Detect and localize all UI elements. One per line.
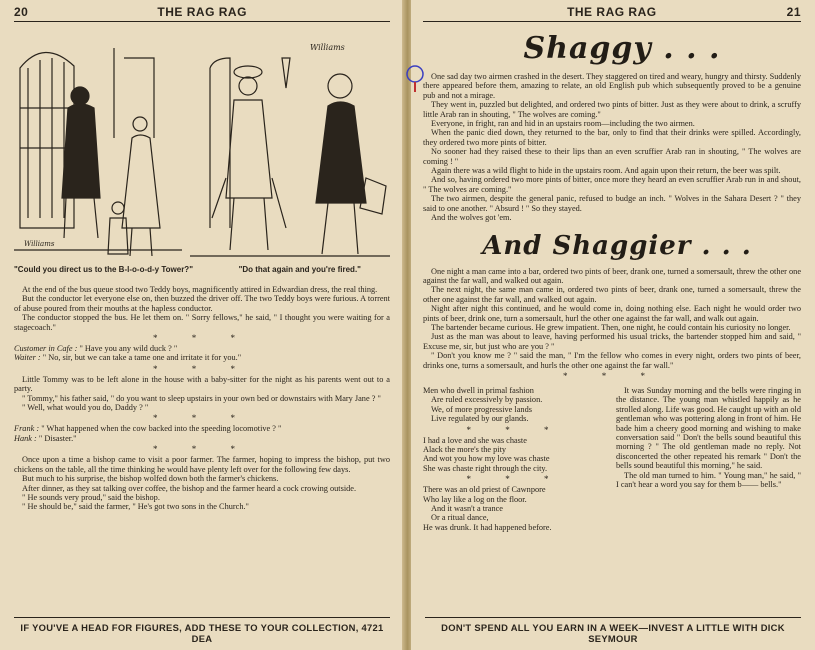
cartoon-signature-left: Williams (24, 240, 55, 248)
left-cartoon-caption: "Could you direct us to the B-l-o-o-d-y Tower?" (14, 265, 193, 274)
verse-and-story-columns (423, 386, 801, 532)
shaggy-paragraph: Everyone, in fright, ran and hid in an upstairs room—including the two airmen. (431, 119, 695, 129)
shaggier-paragraph: The bartender became curious. He grew impatient. Then, one night, he could contain his curiosity no longer. (431, 322, 791, 332)
tommy-story-paragraph: Little Tommy was to be left alone in the house with a baby-sitter for the night as his parents went out to a party. (14, 374, 390, 394)
dialogue-line (14, 434, 390, 443)
verse-line: And wot you how my love was chaste (423, 454, 550, 464)
verse-line: Live regulated by our glands. (431, 414, 529, 424)
right-running-title: THE RAG RAG (567, 4, 657, 19)
bishop-story-paragraph: But much to his surprise, the bishop wolfed down both the farmer's chickens. (22, 474, 279, 484)
speaker-label: Waiter : (14, 353, 41, 363)
tommy-story (14, 375, 390, 413)
dialogue-line (14, 353, 390, 362)
star-separator: * * * (563, 370, 661, 381)
shaggy-paragraph: No sooner had they raised these to their lips than an even scruffier Arab ran in shouting, " The wolves are coming ! " (423, 147, 801, 166)
bus-story-paragraph: The conductor stopped the bus. He let them on. " Sorry fellows," he said, " I thought you were waiting for a stagecoach." (14, 313, 390, 332)
dialogue-line (14, 424, 390, 433)
star-separator: * * * (466, 474, 565, 485)
left-body-text (14, 285, 390, 512)
verse-stanza (423, 436, 608, 474)
verse-column (423, 386, 608, 532)
shaggy-title: Shaggy . . . (523, 31, 721, 66)
tommy-story-paragraph: " Well, what would you do, Daddy ? " (22, 403, 149, 413)
shaggy-story (423, 72, 801, 223)
star-separator: * * * (153, 363, 251, 374)
dialogue-text: " Disaster." (38, 433, 77, 443)
star-separator: * * * (153, 413, 251, 424)
shaggy-paragraph: Again there was a wild flight to hide in the upstairs room. And again upon their return, the beer was spilt. (431, 166, 781, 176)
sunday-paragraph: The old man turned to him. " Young man," he said, " I can't hear a word you say for them b—— bells." (616, 470, 801, 490)
bishop-story (14, 455, 390, 511)
verse-line: And it wasn't a trance (431, 504, 503, 514)
bus-story (14, 285, 390, 332)
shaggier-paragraph: Night after night this continued, and he would come in, doing nothing else. Each night he would order two pints of beer, drink one, turn a somersault, hurl the other one against the far wall, and walk out again. (423, 304, 801, 323)
star-separator: * * * (153, 444, 251, 455)
right-running-head (423, 4, 801, 22)
star-separator: * * * (153, 333, 251, 344)
verse-line: Who lay like a log on the floor. (423, 494, 527, 504)
left-footer-advert: IF YOU'VE A HEAD FOR FIGURES, ADD THESE TO YOUR COLLECTION, 4721 DEA (14, 617, 390, 644)
shaggier-story (423, 267, 801, 370)
verse-stanza (423, 386, 608, 424)
verse-line: She was chaste right through the city. (423, 463, 548, 473)
library-stamp-icon (405, 62, 425, 94)
verse-line: Alack the more's the pity (423, 445, 507, 454)
shaggier-paragraph: The next night, the same man came in, ordered two pints of beer, drank one, turned a somersault, threw the other one against the far wall, and walked out again. (423, 285, 801, 304)
bishop-story-paragraph: " He should be," said the farmer, " He's got two sons in the Church." (22, 502, 249, 512)
right-page (411, 0, 815, 650)
verse-line: Men who dwell in primal fashion (423, 385, 534, 395)
shaggy-paragraph: The two airmen, despite the general panic, refused to budge an inch. " Wolves in the Sahara Desert ? " they said to one another. " Absurd ! " So they stayed. (423, 194, 801, 213)
star-separator: * * * (466, 424, 565, 435)
verse-line: Are ruled excessively by passion. (431, 395, 543, 405)
verse-line: He was drunk. It had happened before. (423, 522, 552, 532)
cafe-joke (14, 344, 390, 363)
right-page-number: 21 (786, 4, 801, 19)
right-cartoon-caption: "Do that again and you're fired." (238, 265, 361, 274)
dialogue-text: " Have you any wild duck ? " (79, 344, 178, 354)
left-page (0, 0, 404, 650)
tower-cartoon-illustration (14, 28, 182, 263)
shaggy-paragraph: They went in, puzzled but delighted, and ordered two pints of bitter. Just as they were about to drink, a scruffy little Arab ran in shouting, " The wolves are coming." (423, 100, 801, 119)
speaker-label: Frank : (14, 424, 40, 434)
bishop-story-paragraph: " He sounds very proud," said the bishop. (22, 492, 160, 502)
left-page-number: 20 (14, 4, 29, 19)
dialogue-line (14, 344, 390, 353)
speaker-label: Hank : (14, 433, 37, 443)
cow-joke (14, 424, 390, 443)
sunday-story (616, 386, 801, 532)
tommy-story-paragraph: " Tommy," his father said, " do you want to sleep upstairs in your own bed or downstairs with Mary Jane ? " (22, 393, 381, 403)
shaggy-paragraph: And so, having ordered two more pints of bitter, once more they heard an even scruffier Arab run in and shout, " The wolves are coming." (423, 175, 801, 194)
shaggier-paragraph: One night a man came into a bar, ordered two pints of beer, drank one, turned a somersault, threw the other one against the far wall, and walked out again. (423, 266, 801, 285)
shaggier-paragraph: Just as the man was about to leave, having performed his usual tricks, the bartender stopped him and said, " Excuse me, sir, but just who are you ? " (423, 332, 801, 351)
shaggy-paragraph: One sad day two airmen crashed in the desert. They staggered on tired and weary, hungry and thirsty. Suddenly there appeared before them, amazing to relate, an old English pub which subsequently proved to be a genuine pub and not a mirage. (423, 72, 801, 100)
verse-line: We, of more progressive lands (431, 404, 532, 414)
shaggy-paragraph: And the wolves got 'em. (431, 213, 512, 223)
cartoon-signature-right: Williams (310, 43, 345, 52)
verse-line: I had a love and she was chaste (423, 435, 527, 445)
bus-story-paragraph: But the conductor let everyone else on, then buzzed the driver off. The two Teddy boys were furious. A torrent of abuse poured from their mouths at the hapless conductor. (14, 294, 390, 313)
verse-line: Or a ritual dance, (431, 513, 489, 523)
left-running-title: THE RAG RAG (157, 4, 247, 19)
cartoon-captions (14, 265, 390, 285)
fired-cartoon-illustration (190, 28, 390, 263)
shaggy-paragraph: When the panic died down, they returned to the bar, only to find that their drinks were spilled. Accordingly, they ordered two more pints of bitter. (423, 128, 801, 147)
shaggier-paragraph: " Don't you know me ? " said the man, " I'm the fellow who comes in every night, orders two pints of beer, drinks one, turns a somersault, and hurls the other one against the far wall." (423, 351, 801, 370)
sunday-paragraph: It was Sunday morning and the bells were ringing in the distance. The young man whistled happily as he strolled along. Life was good. He caught up with an old gentleman who was pottering along in front of him. He bade him a cheery good morning and wishing to make conversation said " Don't the bells sound beautiful this morning ? " The old gentleman made no reply. Not disconcerted the other repeated his remark " Don't the bells sound beautiful this morning," he said. (616, 385, 801, 471)
dialogue-text: " What happened when the cow backed into the speeding locomotive ? " (41, 424, 282, 434)
cartoon-area (14, 28, 390, 263)
right-footer-advert: DON'T SPEND ALL YOU EARN IN A WEEK—INVEST A LITTLE WITH DICK SEYMOUR (425, 617, 801, 644)
shaggier-title: And Shaggier . . . (482, 230, 752, 261)
verse-stanza (423, 485, 608, 532)
bus-story-paragraph: At the end of the bus queue stood two Teddy boys, magnificently attired in Edwardian dress, the real thing. (22, 285, 378, 294)
speaker-label: Customer in Cafe : (14, 344, 78, 354)
bishop-story-paragraph: Once upon a time a bishop came to visit a poor farmer. The farmer, hoping to impress the bishop, put two chickens on the table, all the time thinking he would have plenty left over for the following few days. (14, 455, 390, 474)
left-running-head (14, 4, 390, 22)
dialogue-text: " No, sir, but we can take a tame one and irritate it for you." (42, 353, 242, 363)
verse-line: There was an old priest of Cawnpore (423, 485, 546, 495)
bishop-story-paragraph: After dinner, as they sat talking over coffee, the bishop and the farmer heard a cock crowing outside. (22, 483, 357, 493)
